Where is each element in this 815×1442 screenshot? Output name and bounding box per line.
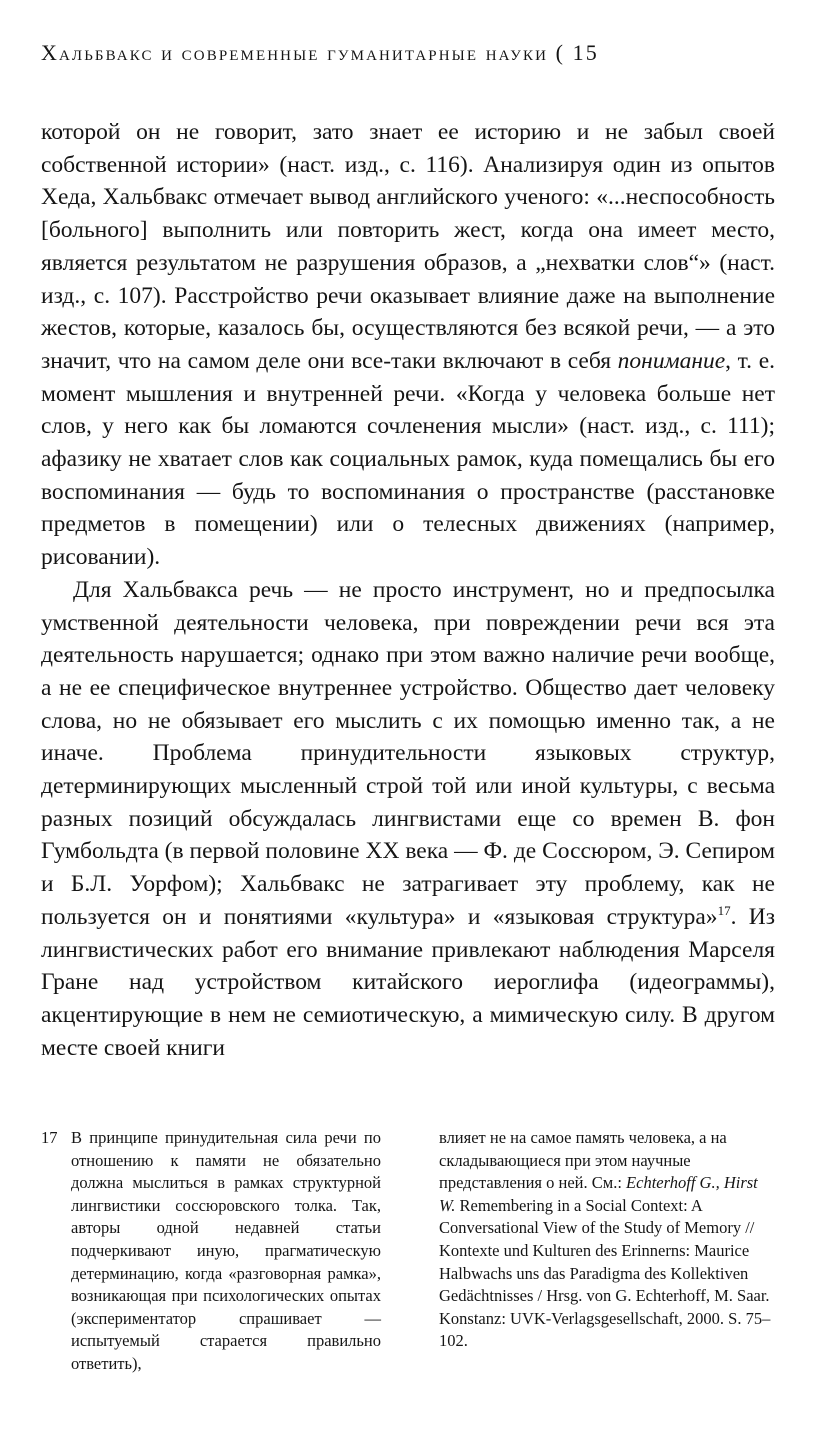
footnote-authors: Echterhoff G., Hirst W. <box>439 1173 758 1215</box>
page-number: ( 15 <box>555 40 599 65</box>
paragraph-2-text: Для Хальбвакса речь — не просто инструмент, но и предпосылка умственной деятельности человека, при повреждении речи вся эта деятельность нарушается; однако при этом важно наличие речи вообще, а не ее специфическое внутреннее устройство. Общество дает человеку слова, но не обязывает его мыслить с их помощью именно так, а не иначе. Проблема принудительности языковых структур, детерминирующих мысленный строй той или иной культуры, с весьма разных позиций обсуждалась лингвистами еще со времен В. фон Гумбольдта (в первой половине XX века — Ф. де Соссюром, Э. Сепиром и Б.Л. Уорфом); Хальбвакс не затрагивает эту проблему, как не пользуется он и понятиями «культура» и «языковая структура» <box>41 576 775 930</box>
paragraph-1 <box>41 116 775 574</box>
footnote-right-text-2: Remembering in a Social Context: A Conversational View of the Study of Memory // Kontexte und Kulturen des Erinnerns: Maurice Halbwachs uns das Paradigma des Kollektiven Gedächtnisses / Hrsg. von G. Echterhoff, M. Saar. Konstanz: UVK-Verlagsgesellschaft, 2000. S. 75–102. <box>439 1195 771 1351</box>
footnote-left-column <box>41 1127 381 1376</box>
emphasis-ponimanie: понимание <box>617 347 726 374</box>
running-title: Хальбвакс и современные гуманитарные науки <box>41 40 549 65</box>
footnote-ref-17: 17 <box>717 902 731 918</box>
footnotes <box>41 1127 775 1376</box>
paragraph-1-tail: , т. е. момент мышления и внутренней речи. «Когда у человека больше нет слов, у него как бы ломаются сочленения мысли» (наст. изд., с. 111); афазику не хватает слов как социальных рамок, куда помещались бы его воспоминания — будь то воспоминания о пространстве (расстановке предметов в помещении) или о телесных движениях (например, рисовании). <box>41 347 776 571</box>
footnote-number: 17 <box>41 1128 58 1147</box>
footnote-right-column <box>439 1127 775 1376</box>
footnote-right-text-1: влияет не на самое память человека, а на складывающиеся при этом научные представления о ней. См.: <box>439 1128 727 1193</box>
paragraph-2 <box>41 574 775 1065</box>
paragraph-2-tail: . Из лингвистических работ его внимание привлекают наблюдения Марселя Гране над устройством китайского иероглифа (идеограммы), акцентирующие в нем не семиотическую, а мимическую силу. В другом месте своей книги <box>41 903 775 1061</box>
main-text <box>41 116 775 1064</box>
running-head <box>41 40 775 66</box>
footnote-left-text: В принципе принудительная сила речи по отношению к памяти не обязательно должна мыслиться в рамках структурной лингвистики соссюровского толка. Так, авторы одной недавней статьи подчеркивают иную, прагматическую детерминацию, когда «разговорная рамка», возникающая при психологических опытах (экспериментатор спрашивает — испытуемый старается правильно ответить), <box>71 1128 381 1373</box>
paragraph-1-text: которой он не говорит, зато знает ее историю и не забыл своей собственной истории» (наст. изд., с. 116). Анализируя один из опытов Хеда, Хальбвакс отмечает вывод английского ученого: «...неспособность [больного] выполнить или повторить жест, когда она имеет место, является результатом не разрушения образов, а „нехватки слов“» (наст. изд., с. 107). Расстройство речи оказывает влияние даже на выполнение жестов, которые, казалось бы, осуществляются без всякой речи, — а это значит, что на самом деле они все-таки включают в себя <box>41 119 775 374</box>
